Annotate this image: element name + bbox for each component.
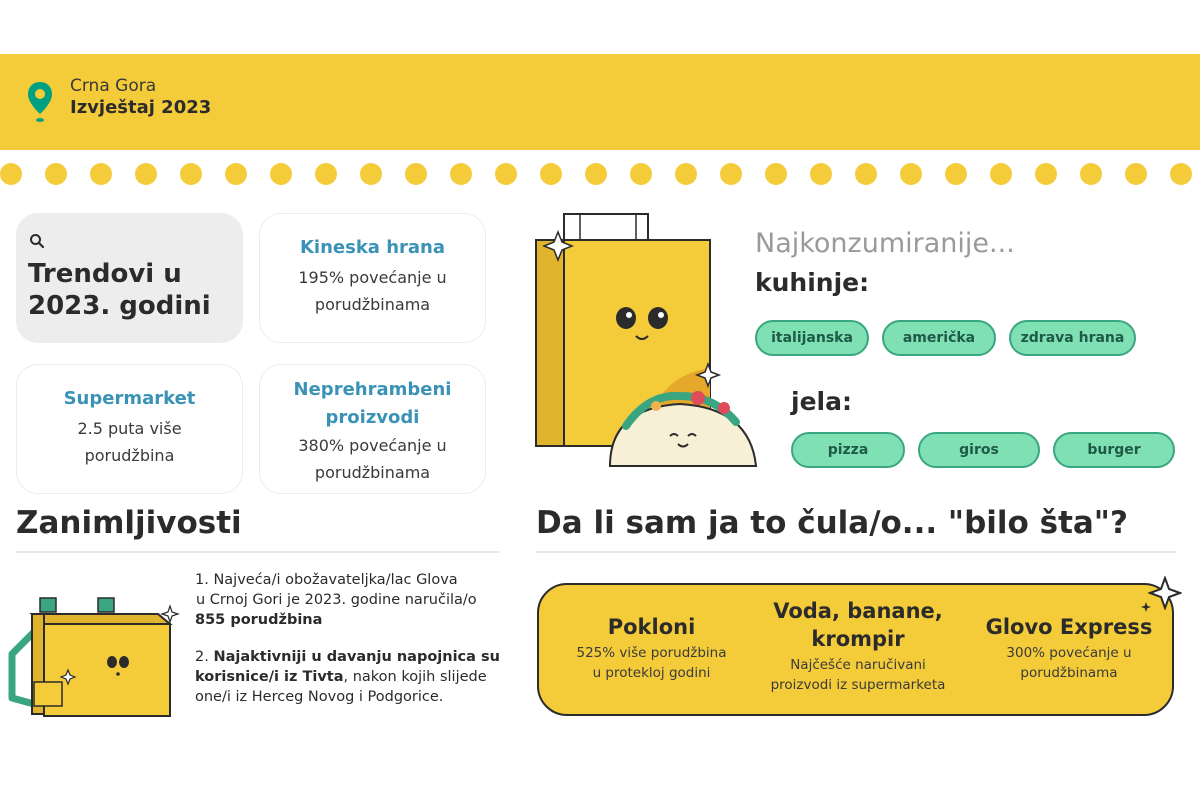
dish-pill: burger bbox=[1053, 432, 1175, 468]
divider-dot bbox=[855, 163, 877, 185]
divider-dot bbox=[225, 163, 247, 185]
divider-dot bbox=[765, 163, 787, 185]
divider-dot bbox=[1080, 163, 1102, 185]
divider-dot bbox=[180, 163, 202, 185]
trends-title-card bbox=[16, 213, 243, 343]
dishes-label: jela: bbox=[791, 387, 852, 416]
anything-title: Da li sam ja to čula/o... "bilo šta"? bbox=[536, 505, 1128, 541]
trend-card-text: 195% povećanje u bbox=[298, 268, 447, 287]
delivery-backpack-illustration bbox=[6, 594, 186, 724]
anything-divider bbox=[536, 551, 1176, 553]
fun-fact-2: 2. Najaktivniji u davanju napojnica su korisnice/i iz Tivta, nakon kojih slijede one/i iz Herceg Novog i Podgorice. bbox=[195, 649, 500, 705]
divider-dot bbox=[675, 163, 697, 185]
trend-card-title: Neprehrambeni bbox=[293, 379, 452, 400]
bag-mascot-illustration bbox=[528, 208, 764, 470]
divider-dot bbox=[585, 163, 607, 185]
trend-card-text: 380% povećanje u bbox=[298, 436, 447, 455]
cuisine-pill: italijanska bbox=[755, 320, 869, 356]
search-icon bbox=[29, 233, 45, 249]
divider-dot bbox=[810, 163, 832, 185]
trend-card-title: Kineska hrana bbox=[299, 237, 446, 258]
trend-card-text: porudžbinama bbox=[314, 295, 431, 314]
fun-facts-title: Zanimljivosti bbox=[16, 505, 242, 541]
divider-dot bbox=[45, 163, 67, 185]
divider-dot bbox=[0, 163, 22, 185]
trend-card-text: 2.5 puta više bbox=[77, 419, 182, 438]
anything-item-gifts: Pokloni 525% više porudžbina u protekloj godini bbox=[576, 615, 727, 681]
divider-dot bbox=[315, 163, 337, 185]
divider-dot bbox=[1125, 163, 1147, 185]
dish-pill: giros bbox=[918, 432, 1040, 468]
trends-title: Trendovi u 2023. godini bbox=[28, 259, 211, 321]
trend-card-non-food bbox=[259, 364, 486, 494]
trend-card-text: porudžbina bbox=[84, 446, 175, 465]
divider-dot bbox=[720, 163, 742, 185]
divider-dot bbox=[135, 163, 157, 185]
divider-dot bbox=[900, 163, 922, 185]
divider-dot bbox=[1035, 163, 1057, 185]
anything-banner bbox=[537, 583, 1174, 716]
dish-pill: pizza bbox=[791, 432, 905, 468]
divider-dot bbox=[450, 163, 472, 185]
divider-dot bbox=[990, 163, 1012, 185]
cuisine-pill: zdrava hrana bbox=[1009, 320, 1136, 356]
anything-item-glovo-express: Glovo Express 300% povećanje u porudžbinama bbox=[985, 615, 1153, 681]
divider-dot bbox=[270, 163, 292, 185]
divider-dot bbox=[1170, 163, 1192, 185]
divider-dot bbox=[945, 163, 967, 185]
divider-dot bbox=[495, 163, 517, 185]
fun-facts-divider bbox=[16, 551, 499, 553]
divider-dot bbox=[630, 163, 652, 185]
trend-card-supermarket bbox=[16, 364, 243, 494]
sparkle-icon bbox=[1148, 576, 1182, 610]
cuisines-label: kuhinje: bbox=[755, 268, 870, 297]
anything-item-groceries: Voda, banane, krompir Najčešće naručivani proizvodi iz supermarketa bbox=[770, 599, 946, 693]
header-report-title: Izvještaj 2023 bbox=[70, 97, 212, 118]
trend-card-title: proizvodi bbox=[325, 407, 420, 428]
header-country: Crna Gora bbox=[70, 76, 157, 96]
dotted-divider bbox=[0, 163, 1200, 185]
trend-card-title: Supermarket bbox=[63, 388, 196, 409]
sparkle-icon bbox=[1141, 602, 1151, 612]
divider-dot bbox=[90, 163, 112, 185]
cuisine-pill: američka bbox=[882, 320, 996, 356]
most-consumed-lead: Najkonzumiranije... bbox=[755, 228, 1015, 259]
divider-dot bbox=[405, 163, 427, 185]
location-pin-icon bbox=[26, 80, 54, 124]
divider-dot bbox=[540, 163, 562, 185]
fun-fact-1: 1. Najveća/i obožavateljka/lac Glova u Crnoj Gori je 2023. godine naručila/o 855 porudžbina bbox=[195, 572, 477, 628]
trend-card-chinese-food bbox=[259, 213, 486, 343]
trend-card-text: porudžbinama bbox=[314, 463, 431, 482]
divider-dot bbox=[360, 163, 382, 185]
